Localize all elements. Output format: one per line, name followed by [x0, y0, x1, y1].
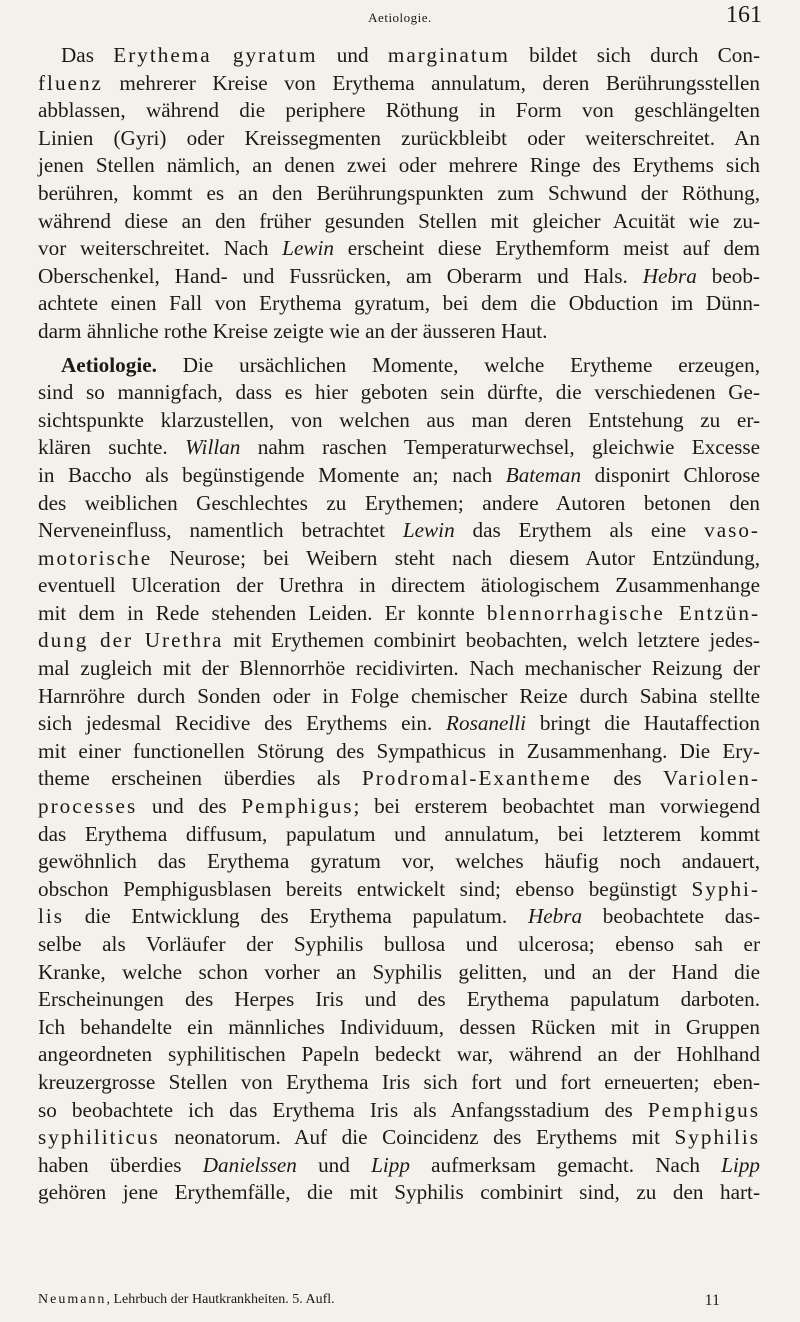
footer-book-title: , Lehrbuch der Hautkrankheiten. 5. Aufl.: [106, 1292, 335, 1307]
text-line: Kranke, welche schon vorher an Syphilis gelitten, und an der Hand die: [38, 959, 760, 984]
text-line: fluenz mehrerer Kreise von Erythema annulatum, deren Berührungsstellen: [38, 70, 760, 95]
text-line: lis die Entwicklung des Erythema papulatum. Hebra beobachtete das-: [38, 904, 761, 929]
text-line: so beobachtete ich das Erythema Iris als Anfangsstadium des Pemphigus: [38, 1097, 760, 1122]
text-line: das Erythema diffusum, papulatum und annulatum, bei letzterem kommt: [38, 821, 760, 846]
text-line: des weiblichen Geschlechtes zu Erythemen; andere Autoren betonen den: [38, 490, 760, 515]
text-line: eventuell Ulceration der Urethra in directem ätiologischem Zusammenhange: [38, 573, 760, 598]
text-line: sich jedesmal Recidive des Erythems ein. Rosanelli bringt die Hautaffection: [38, 711, 760, 736]
text-line: gewöhnlich das Erythema gyratum vor, welches häufig noch andauert,: [38, 849, 760, 874]
text-line: haben überdies Danielssen und Lipp aufmerksam gemacht. Nach Lipp: [38, 1152, 761, 1177]
text-line: dung der Urethra mit Erythemen combinirt beobachten, welch letztere jedes-: [38, 628, 760, 653]
signature-mark: 11: [704, 1292, 720, 1309]
text-line: Ich behandelte ein männliches Individuum, dessen Rücken mit in Gruppen: [38, 1014, 760, 1039]
text-line: processes und des Pemphigus; bei ersterem beobachtet man vorwiegend: [38, 794, 761, 819]
text-line: in Baccho als begünstigende Momente an; nach Bateman disponirt Chlorose: [38, 462, 760, 487]
text-line: Harnröhre durch Sonden oder in Folge chemischer Reize durch Sabina stellte: [38, 683, 760, 708]
text-line: mit dem in Rede stehenden Leiden. Er konnte blennorrhagische Entzün-: [38, 600, 760, 625]
text-line: Das Erythema gyratum und marginatum bildet sich durch Con-: [61, 43, 761, 67]
page-number: 161: [726, 2, 762, 28]
text-line: angeordneten syphilitischen Papeln bedeckt war, während an der Hohlhand: [38, 1042, 760, 1067]
text-line: gehören jene Erythemfälle, die mit Syphilis combinirt sind, zu den hart-: [38, 1180, 760, 1205]
text-line: berühren, kommt es an den Berührungspunkten zum Schwund der Röthung,: [38, 180, 760, 205]
paragraph-erythema-gyratum: [38, 42, 760, 346]
text-line: während diese an den früher gesunden Stellen mit gleicher Acuität wie zu-: [38, 208, 760, 233]
text-line: darm ähnliche rothe Kreise zeigte wie an der äusseren Haut.: [38, 318, 548, 343]
body-text: [38, 42, 760, 1207]
text-line: motorische Neurose; bei Weibern steht nach diesem Autor Entzündung,: [38, 545, 760, 570]
text-line: mal zugleich mit der Blennorrhöe recidivirten. Nach mechanischer Reizung der: [38, 656, 760, 681]
text-line: kreuzergrosse Stellen von Erythema Iris sich fort und fort erneuerten; eben-: [38, 1069, 760, 1094]
section-heading: Aetiologie.: [61, 352, 157, 377]
text-line: vor weiterschreitet. Nach Lewin erscheint diese Erythemform meist auf dem: [38, 236, 760, 261]
text-line: theme erscheinen überdies als Prodromal-Exantheme des Variolen-: [38, 766, 760, 791]
text-line: sind so mannigfach, dass es hier geboten sein dürfte, die verschiedenen Ge-: [38, 380, 760, 405]
text-line: jenen Stellen nämlich, an denen zwei oder mehrere Ringe des Erythems sich: [38, 153, 760, 178]
text-line: Nerveneinfluss, namentlich betrachtet Lewin das Erythem als eine vaso-: [38, 518, 760, 543]
text-line: Erscheinungen des Herpes Iris und des Erythema papulatum darboten.: [38, 987, 760, 1012]
text-line: Oberschenkel, Hand- und Fussrücken, am Oberarm und Hals. Hebra beob-: [38, 263, 760, 288]
footer: [38, 1292, 760, 1310]
text-line: Linien (Gyri) oder Kreissegmenten zurückbleibt oder weiterschreitet. An: [38, 125, 760, 150]
running-header: Aetiologie.: [368, 10, 432, 25]
text-line: sichtspunkte klarzustellen, von welchen aus man deren Entstehung zu er-: [38, 407, 760, 432]
text-line: Aetiologie. Die ursächlichen Momente, welche Erytheme erzeugen,: [61, 352, 760, 377]
text-line: syphiliticus neonatorum. Auf die Coincidenz des Erythems mit Syphilis: [38, 1125, 760, 1150]
text-line: abblassen, während die periphere Röthung in Form von geschlängelten: [38, 98, 760, 123]
text-line: selbe als Vorläufer der Syphilis bullosa und ulcerosa; ebenso sah er: [38, 932, 760, 956]
text-line: obschon Pemphigusblasen bereits entwickelt sind; ebenso begünstigt Syphi-: [38, 876, 760, 901]
text-line: klären suchte. Willan nahm raschen Temperaturwechsel, gleichwie Excesse: [38, 435, 760, 460]
text-line: mit einer functionellen Störung des Sympathicus in Zusammenhang. Die Ery-: [38, 738, 760, 763]
text-line: achtete einen Fall von Erythema gyratum, bei dem die Obduction im Dünn-: [38, 291, 760, 316]
paragraph-aetiologie: [38, 352, 760, 1207]
footer-author: Neumann: [38, 1292, 107, 1307]
